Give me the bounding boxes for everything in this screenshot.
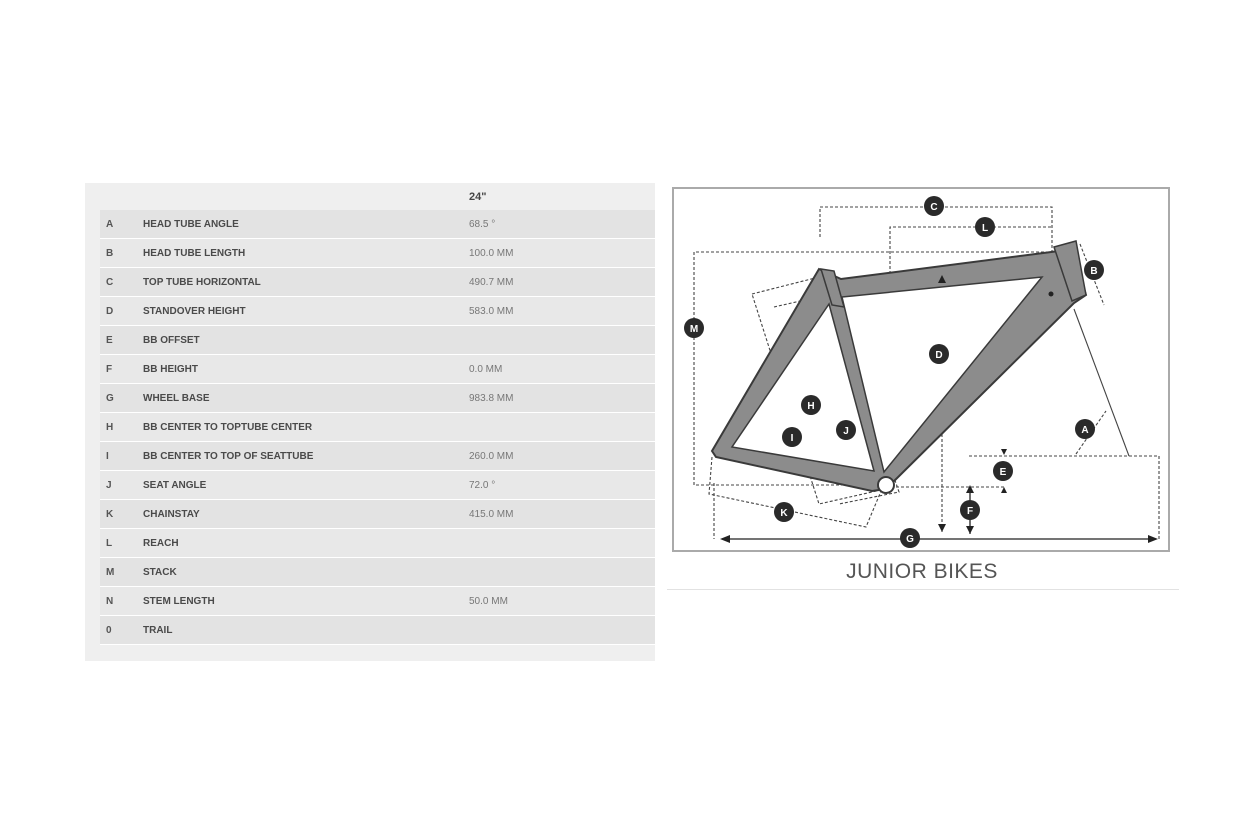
row-label: HEAD TUBE ANGLE (143, 219, 239, 230)
table-row (100, 384, 655, 413)
row-code: C (106, 277, 114, 288)
badge-c (924, 196, 944, 216)
badge-i (782, 427, 802, 447)
svg-text:K: K (780, 508, 788, 519)
row-code: I (106, 451, 109, 462)
badge-k (774, 502, 794, 522)
row-label: TOP TUBE HORIZONTAL (143, 277, 261, 288)
row-label: STACK (143, 567, 177, 578)
table-row (100, 239, 655, 268)
row-value: 68.5 ° (469, 219, 496, 230)
badge-a (1075, 419, 1095, 439)
badge-e (993, 461, 1013, 481)
row-code: K (106, 509, 114, 520)
svg-text:H: H (807, 401, 815, 412)
row-code: B (106, 248, 114, 259)
row-value: 983.8 MM (469, 393, 514, 404)
table-row (100, 616, 655, 645)
diagram-caption: JUNIOR BIKES (846, 560, 998, 583)
row-label: SEAT ANGLE (143, 480, 207, 491)
badge-l (975, 217, 995, 237)
table-row (100, 355, 655, 384)
table-row (100, 442, 655, 471)
table-row (100, 587, 655, 616)
row-label: WHEEL BASE (143, 393, 210, 404)
svg-text:C: C (930, 202, 938, 213)
table-row (100, 210, 655, 239)
badge-b (1084, 260, 1104, 280)
size-column-header: 24" (469, 191, 487, 203)
badge-h (801, 395, 821, 415)
row-code: N (106, 596, 114, 607)
row-value: 583.0 MM (469, 306, 514, 317)
row-label: STEM LENGTH (143, 596, 215, 607)
row-code: F (106, 364, 113, 375)
row-label: REACH (143, 538, 179, 549)
row-label: STANDOVER HEIGHT (143, 306, 246, 317)
caption-divider (667, 589, 1179, 590)
badge-d (929, 344, 949, 364)
table-row (100, 471, 655, 500)
badge-m (684, 318, 704, 338)
svg-text:M: M (689, 324, 699, 335)
row-label: BB HEIGHT (143, 364, 198, 375)
badge-f (960, 500, 980, 520)
row-label: HEAD TUBE LENGTH (143, 248, 246, 259)
table-row (100, 558, 655, 587)
row-code: D (106, 306, 114, 317)
row-code: J (106, 480, 112, 491)
svg-text:L: L (981, 223, 989, 234)
svg-text:F: F (966, 506, 974, 517)
row-value: 0.0 MM (469, 364, 503, 375)
row-code: E (106, 335, 113, 346)
table-row (100, 326, 655, 355)
row-code: G (106, 393, 114, 404)
table-row (100, 413, 655, 442)
bike-frame (712, 241, 1089, 493)
row-label: BB CENTER TO TOP OF SEATTUBE (143, 451, 314, 462)
row-code: 0 (106, 625, 112, 636)
table-header (85, 183, 655, 210)
row-value: 100.0 MM (469, 248, 514, 259)
row-code: L (106, 538, 113, 549)
bike-frame-svg (674, 189, 1168, 550)
row-label: TRAIL (143, 625, 173, 636)
row-label: CHAINSTAY (143, 509, 200, 520)
svg-text:A: A (1081, 425, 1089, 436)
frame-geometry-diagram (672, 187, 1170, 552)
row-value: 72.0 ° (469, 480, 496, 491)
badge-j (836, 420, 856, 440)
svg-text:B: B (1090, 266, 1098, 277)
row-value: 260.0 MM (469, 451, 514, 462)
svg-text:E: E (999, 467, 1007, 478)
svg-text:I: I (790, 433, 794, 444)
table-body (100, 210, 655, 645)
svg-text:G: G (906, 534, 914, 545)
badge-g (900, 528, 920, 548)
svg-text:D: D (935, 350, 943, 361)
svg-text:J: J (843, 426, 849, 437)
table-row (100, 529, 655, 558)
row-value: 415.0 MM (469, 509, 514, 520)
row-value: 490.7 MM (469, 277, 514, 288)
row-label: BB OFFSET (143, 335, 200, 346)
table-row (100, 500, 655, 529)
geometry-table (85, 183, 655, 661)
row-label: BB CENTER TO TOPTUBE CENTER (143, 422, 313, 433)
row-code: A (106, 219, 114, 230)
row-code: M (106, 567, 115, 578)
table-row (100, 297, 655, 326)
row-code: H (106, 422, 114, 433)
table-row (100, 268, 655, 297)
row-value: 50.0 MM (469, 596, 508, 607)
